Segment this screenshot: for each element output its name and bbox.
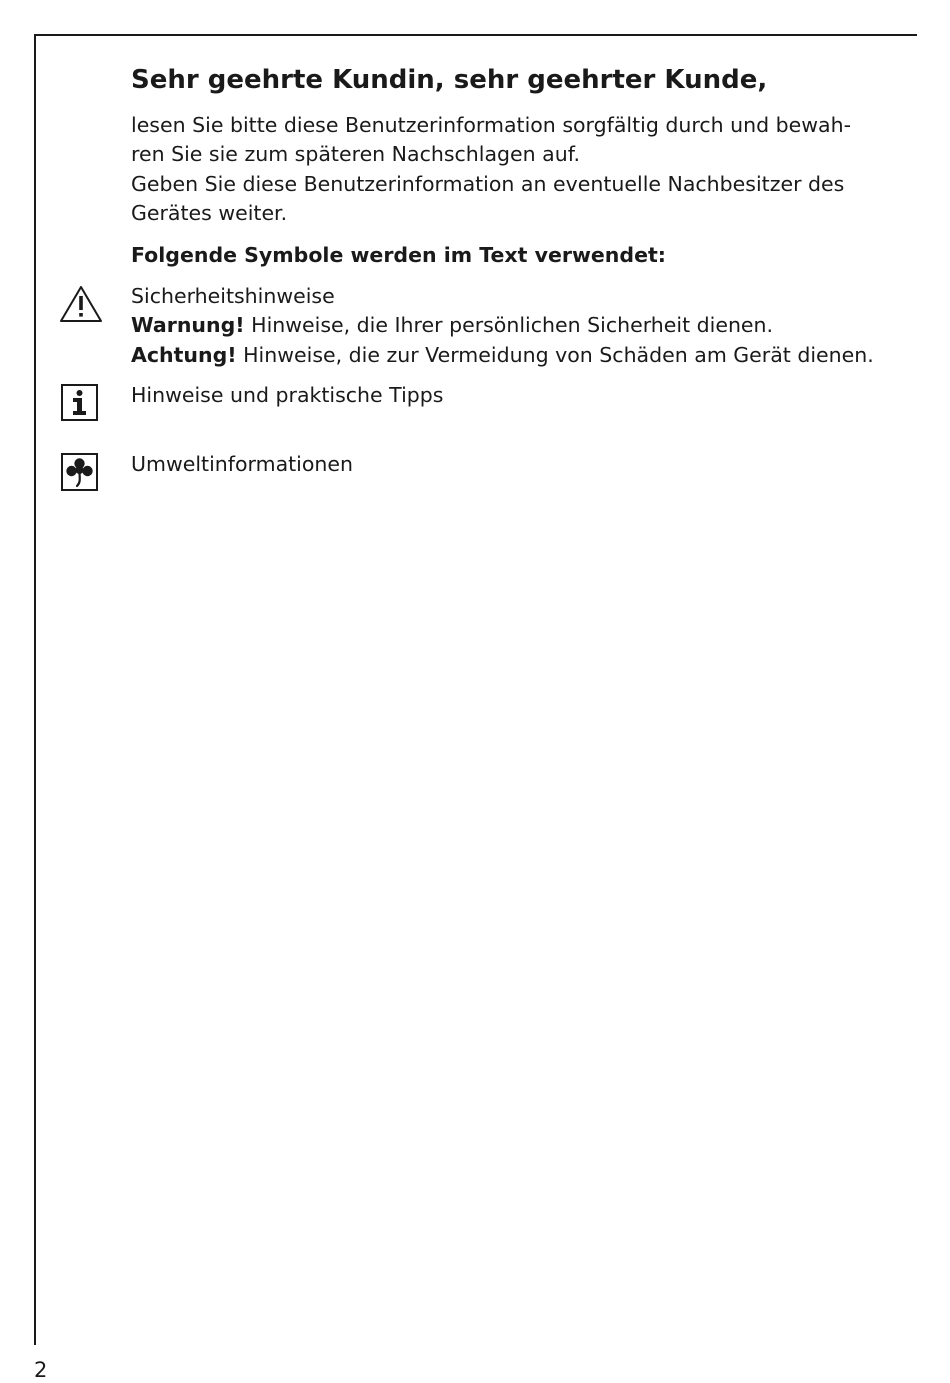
intro-line: Gerätes weiter.	[131, 200, 288, 225]
warning-label: Warnung!	[131, 313, 245, 338]
intro-line: Geben Sie diese Benutzerinformation an eventuelle Nachbesitzer des	[131, 171, 845, 196]
caution-line	[131, 341, 874, 370]
intro-line: ren Sie sie zum späteren Nachschlagen auf.	[131, 142, 580, 167]
tips-note: Hinweise und praktische Tipps	[131, 383, 444, 407]
caution-label: Achtung!	[131, 342, 237, 367]
warning-line	[131, 311, 874, 340]
safety-notes	[131, 282, 874, 370]
page-number: 2	[34, 1358, 48, 1382]
frame-left-rule	[34, 34, 36, 1345]
caution-text: Hinweise, die zur Vermeidung von Schäden am Gerät dienen.	[236, 342, 874, 367]
intro-line: lesen Sie bitte diese Benutzerinformation sorgfältig durch und bewah-	[131, 113, 851, 137]
safety-title: Sicherheitshinweise	[131, 284, 335, 308]
info-icon	[61, 384, 98, 421]
warning-text: Hinweise, die Ihrer persönlichen Sicherheit dienen.	[244, 313, 774, 338]
environment-note: Umweltinformationen	[131, 452, 354, 476]
symbols-heading: Folgende Symbole werden im Text verwendet:	[131, 243, 666, 267]
page-title: Sehr geehrte Kundin, sehr geehrter Kunde,	[131, 65, 768, 95]
intro-paragraph	[131, 111, 901, 228]
frame-top-rule	[34, 34, 917, 36]
clover-icon	[61, 453, 98, 491]
warning-triangle-icon	[58, 284, 104, 324]
